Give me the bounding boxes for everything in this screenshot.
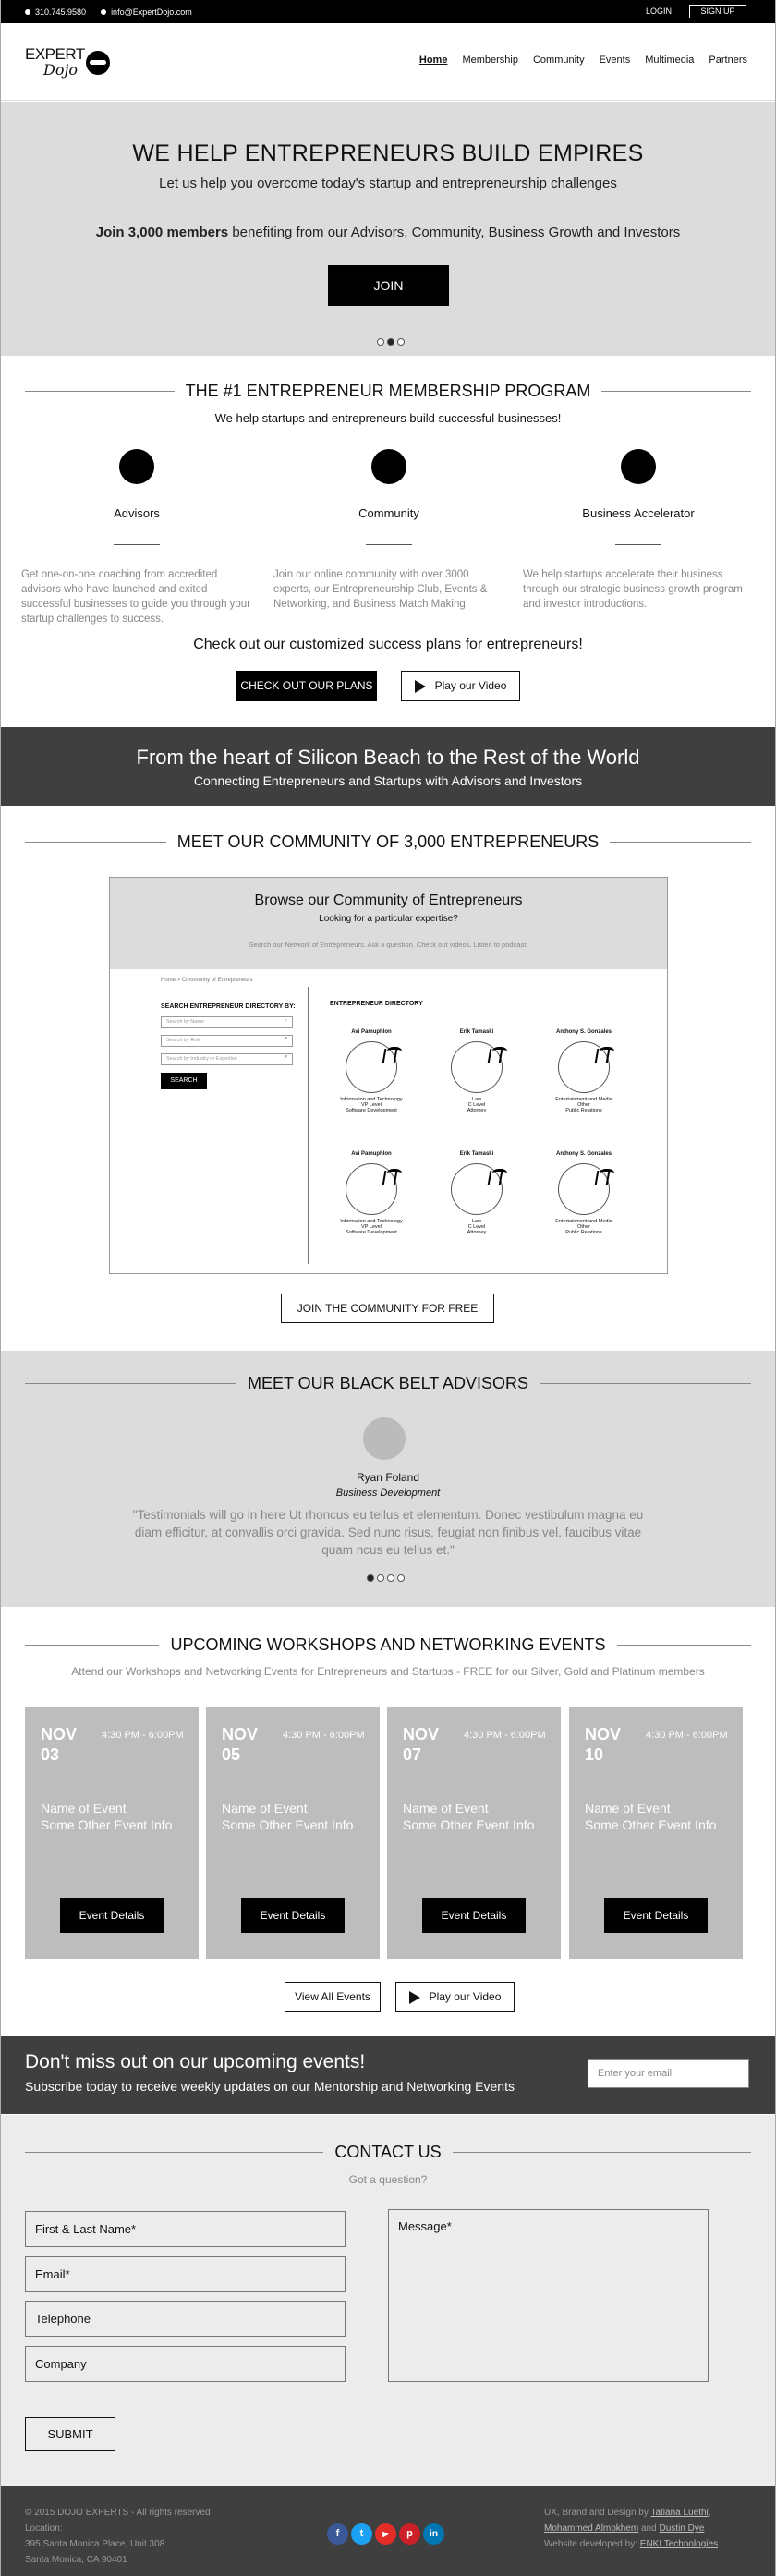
contact-section bbox=[1, 2115, 775, 2486]
hero bbox=[1, 102, 775, 356]
ninja-icon bbox=[86, 51, 110, 75]
member-avatar bbox=[558, 1041, 610, 1093]
feature-desc: Get one-on-one coaching from accredited advisors who have launched and exited successful businesses to guide you through your startup challenges to success. bbox=[21, 569, 251, 625]
header bbox=[1, 23, 775, 101]
member-avatar bbox=[346, 1163, 397, 1215]
logo[interactable] bbox=[25, 43, 113, 80]
search-title: SEARCH ENTREPRENEUR DIRECTORY BY: bbox=[161, 1003, 296, 1010]
play-icon bbox=[415, 680, 426, 693]
email-icon bbox=[101, 9, 106, 15]
member-avatar bbox=[558, 1163, 610, 1215]
play-video-button[interactable]: Play our Video bbox=[395, 1982, 515, 2012]
event-name: Name of Event bbox=[41, 1801, 127, 1816]
address-line: 395 Santa Monica Place, Unit 308 bbox=[25, 2539, 165, 2549]
address-line: Santa Monica, CA 90401 bbox=[25, 2555, 127, 2565]
logo-text-dojo: Dojo bbox=[43, 61, 79, 79]
advisors-icon bbox=[119, 449, 154, 484]
community-preview bbox=[109, 877, 668, 1274]
nav-multimedia[interactable]: Multimedia bbox=[645, 55, 695, 66]
member-card[interactable]: Avi Pamuphlon Information and Technology VP Level Software Development bbox=[340, 1151, 403, 1235]
advisor-name: Ryan Foland bbox=[356, 1471, 420, 1484]
join-button[interactable]: JOIN bbox=[328, 265, 449, 306]
designer-link[interactable]: Dustin Dye bbox=[659, 2523, 705, 2533]
location-label: Location: bbox=[25, 2523, 63, 2533]
view-all-events-button[interactable]: View All Events bbox=[285, 1982, 381, 2012]
member-card[interactable]: Avi Pamuphlon Information and Technology VP Level Software Development bbox=[340, 1029, 403, 1113]
events-section bbox=[1, 1608, 775, 2036]
event-card bbox=[206, 1707, 380, 1959]
feature-title: Advisors bbox=[114, 506, 160, 520]
browse-title: Browse our Community of Entrepreneurs bbox=[254, 893, 523, 908]
hero-subtitle: Let us help you overcome today's startup and entrepreneurship challenges bbox=[159, 176, 617, 191]
directory-title: ENTREPRENEUR DIRECTORY bbox=[330, 1001, 423, 1007]
event-card bbox=[569, 1707, 743, 1959]
message-field[interactable]: Message* bbox=[388, 2209, 709, 2382]
hero-join-text: Join 3,000 members benefiting from our Advisors, Community, Business Growth and Investors bbox=[95, 225, 681, 240]
event-day: 05 bbox=[222, 1745, 241, 1764]
nav-community[interactable]: Community bbox=[532, 55, 585, 66]
event-month: NOV bbox=[222, 1725, 259, 1744]
telephone-field[interactable]: Telephone bbox=[25, 2301, 346, 2337]
chevron-down-icon: ▾ bbox=[285, 1054, 287, 1060]
member-avatar bbox=[346, 1041, 397, 1093]
event-time: 4:30 PM - 6:00PM bbox=[283, 1730, 365, 1741]
event-month: NOV bbox=[41, 1725, 78, 1744]
plans-cta-text: Check out our customized success plans for entrepreneurs! bbox=[193, 637, 583, 652]
design-credit: UX, Brand and Design by Tatiana Luethi, bbox=[544, 2508, 711, 2518]
event-info: Some Other Event Info bbox=[222, 1817, 354, 1832]
community-heading: MEET OUR COMMUNITY OF 3,000 ENTREPRENEURS bbox=[176, 832, 600, 851]
newsletter-sub: Subscribe today to receive weekly updates on our Mentorship and Networking Events bbox=[25, 2079, 515, 2094]
event-name: Name of Event bbox=[403, 1801, 489, 1816]
contact-sub: Got a question? bbox=[348, 2173, 428, 2186]
designer-link[interactable]: Mohammed Almokhem bbox=[544, 2523, 639, 2533]
email-field[interactable]: Email* bbox=[25, 2256, 346, 2292]
join-community-button[interactable]: JOIN THE COMMUNITY FOR FREE bbox=[281, 1294, 494, 1323]
copyright: © 2015 DOJO EXPERTS - All rights reserved bbox=[25, 2508, 211, 2518]
events-tagline: Attend our Workshops and Networking Events for Entrepreneurs and Startups - FREE for our Silver, Gold and Platinum members bbox=[71, 1665, 705, 1678]
logo-text-expert: EXPERT bbox=[25, 45, 85, 63]
feature-accelerator bbox=[523, 449, 754, 612]
search-icon: ⌕ bbox=[284, 1018, 287, 1024]
event-day: 10 bbox=[585, 1745, 604, 1764]
facebook-icon[interactable]: f bbox=[327, 2523, 348, 2545]
member-card[interactable]: Erik Tamaski Law C Level Attorney bbox=[426, 1029, 527, 1113]
event-time: 4:30 PM - 6:00PM bbox=[646, 1730, 728, 1741]
feature-desc: We help startups accelerate their business through our strategic business growth program and investor introductions. bbox=[523, 569, 743, 610]
membership-tagline: We help startups and entrepreneurs build successful businesses! bbox=[214, 411, 562, 425]
carousel-dot[interactable] bbox=[367, 1574, 374, 1582]
feature-advisors bbox=[21, 449, 252, 626]
event-name: Name of Event bbox=[585, 1801, 671, 1816]
member-avatar bbox=[451, 1041, 503, 1093]
testimonial-carousel-dots bbox=[367, 1574, 405, 1582]
nav-home[interactable]: Home bbox=[418, 55, 448, 66]
check-plans-button[interactable]: CHECK OUT OUR PLANS bbox=[236, 671, 377, 701]
email-contact[interactable]: info@ExpertDojo.com bbox=[101, 7, 192, 17]
advisor-avatar bbox=[363, 1417, 406, 1460]
login-link[interactable]: LOGIN bbox=[646, 6, 673, 16]
advisors-heading: MEET OUR BLACK BELT ADVISORS bbox=[247, 1373, 529, 1392]
directory-search bbox=[161, 1003, 299, 1089]
carousel-dot[interactable] bbox=[387, 1574, 394, 1582]
testimonial-quote: "Testimonials will go in here Ut rhoncus eu tellus et elementum. Donec vestibulum magna eu diam efficitur, at convallis orci gravida. Sed nunc risus, feugiat non finibus vel, faucibus vitae quam ncus eu tellus et." bbox=[132, 1508, 644, 1557]
carousel-dot[interactable] bbox=[387, 338, 394, 346]
event-name: Name of Event bbox=[222, 1801, 308, 1816]
membership-heading: THE #1 ENTREPRENEUR MEMBERSHIP PROGRAM bbox=[185, 381, 591, 400]
event-time: 4:30 PM - 6:00PM bbox=[102, 1730, 184, 1741]
community-icon bbox=[371, 449, 406, 484]
event-details-button[interactable]: Event Details bbox=[60, 1898, 164, 1933]
event-details-button[interactable]: Event Details bbox=[241, 1898, 345, 1933]
footer: © 2015 DOJO EXPERTS - All rights reserved Location: 395 Santa Monica Place, Unit 308 Santa Monica, CA 90401 f t ▶ p in UX, Brand and Design by Tatiana Luethi, Mohammed Almokhem and Dustin Dye Website developed by: ENKI Technologies bbox=[1, 2486, 775, 2576]
carousel-dot[interactable] bbox=[377, 338, 384, 346]
breadcrumb[interactable]: Home > Community of Entrepreneurs bbox=[161, 978, 253, 983]
play-video-button[interactable]: Play our Video bbox=[401, 671, 520, 701]
hero-carousel-dots bbox=[377, 338, 405, 346]
play-icon bbox=[409, 1991, 420, 2004]
designer-link[interactable]: Tatiana Luethi bbox=[650, 2508, 709, 2518]
event-info: Some Other Event Info bbox=[41, 1817, 173, 1832]
browse-sub: Looking for a particular expertise? bbox=[319, 914, 458, 924]
chevron-down-icon: ▾ bbox=[285, 1036, 287, 1041]
event-details-button[interactable]: Event Details bbox=[422, 1898, 526, 1933]
newsletter-heading: Don't miss out on our upcoming events! bbox=[25, 2051, 366, 2072]
silicon-beach-banner bbox=[1, 727, 775, 806]
member-card[interactable]: Anthony S. Gonzales Entertainment and Media Other Public Relations bbox=[533, 1029, 635, 1113]
linkedin-icon[interactable]: in bbox=[423, 2523, 444, 2545]
phone-icon bbox=[25, 9, 30, 15]
accelerator-icon bbox=[621, 449, 656, 484]
main-nav bbox=[419, 55, 747, 66]
youtube-icon[interactable]: ▶ bbox=[375, 2523, 396, 2545]
event-card bbox=[25, 1707, 199, 1959]
developer-link[interactable]: ENKI Technologies bbox=[639, 2539, 719, 2549]
event-month: NOV bbox=[403, 1725, 440, 1744]
feature-title: Community bbox=[358, 506, 419, 520]
event-details-button[interactable]: Event Details bbox=[604, 1898, 708, 1933]
feature-title: Business Accelerator bbox=[582, 506, 695, 520]
search-name-input[interactable]: Search by Name ⌕ bbox=[161, 1016, 293, 1028]
banner-heading: From the heart of Silicon Beach to the Rest of the World bbox=[136, 746, 640, 769]
nav-events[interactable]: Events bbox=[599, 55, 631, 66]
event-info: Some Other Event Info bbox=[585, 1817, 717, 1832]
membership-section bbox=[1, 357, 775, 726]
community-section bbox=[1, 806, 775, 1351]
pinterest-icon[interactable]: p bbox=[399, 2523, 420, 2545]
contact-heading: CONTACT US bbox=[334, 2142, 442, 2161]
search-button[interactable]: SEARCH bbox=[161, 1073, 207, 1089]
signup-button[interactable]: SIGN UP bbox=[689, 5, 746, 18]
social-links bbox=[327, 2523, 444, 2545]
newsletter-banner bbox=[1, 2036, 775, 2114]
top-bar bbox=[1, 0, 775, 23]
event-time: 4:30 PM - 6:00PM bbox=[464, 1730, 546, 1741]
event-card bbox=[387, 1707, 561, 1959]
nav-membership[interactable]: Membership bbox=[462, 55, 518, 66]
newsletter-email-input[interactable]: Enter your email bbox=[588, 2059, 749, 2088]
carousel-dot[interactable] bbox=[397, 338, 405, 346]
event-day: 03 bbox=[41, 1745, 60, 1764]
submit-button[interactable]: SUBMIT bbox=[25, 2417, 115, 2451]
carousel-dot[interactable] bbox=[377, 1574, 384, 1582]
phone-contact[interactable]: 310.745.9580 bbox=[25, 7, 86, 17]
event-month: NOV bbox=[585, 1725, 622, 1744]
developer-credit: Website developed by: ENKI Technologies bbox=[544, 2539, 719, 2549]
advisor-role: Business Development bbox=[335, 1488, 441, 1499]
event-info: Some Other Event Info bbox=[403, 1817, 535, 1832]
member-card[interactable]: Anthony S. Gonzales Entertainment and Media Other Public Relations bbox=[533, 1151, 635, 1235]
banner-sub: Connecting Entrepreneurs and Startups with Advisors and Investors bbox=[193, 773, 583, 788]
name-field[interactable]: First & Last Name* bbox=[25, 2211, 346, 2247]
feature-desc: Join our online community with over 3000 experts, our Entrepreneurship Club, Events & Networking, and Business Match Making. bbox=[273, 569, 488, 610]
browse-note: Search our Network of Entrepreneurs. Ask a question. Check out videos. Listen to podcast. bbox=[249, 941, 528, 949]
nav-partners[interactable]: Partners bbox=[709, 55, 747, 66]
member-card[interactable]: Erik Tamaski Law C Level Attorney bbox=[426, 1151, 527, 1235]
advisors-section bbox=[1, 1351, 775, 1607]
search-role-select[interactable]: Search by Role ▾ bbox=[161, 1035, 293, 1047]
hero-title: WE HELP ENTREPRENEURS BUILD EMPIRES bbox=[132, 140, 644, 166]
twitter-icon[interactable]: t bbox=[351, 2523, 372, 2545]
search-industry-select[interactable]: Search by Industry or Expertise ▾ bbox=[161, 1053, 293, 1065]
carousel-dot[interactable] bbox=[397, 1574, 405, 1582]
member-avatar bbox=[451, 1163, 503, 1215]
feature-community bbox=[273, 449, 504, 612]
event-day: 07 bbox=[403, 1745, 422, 1764]
events-heading: UPCOMING WORKSHOPS AND NETWORKING EVENTS bbox=[170, 1634, 606, 1654]
company-field[interactable]: Company bbox=[25, 2346, 346, 2382]
